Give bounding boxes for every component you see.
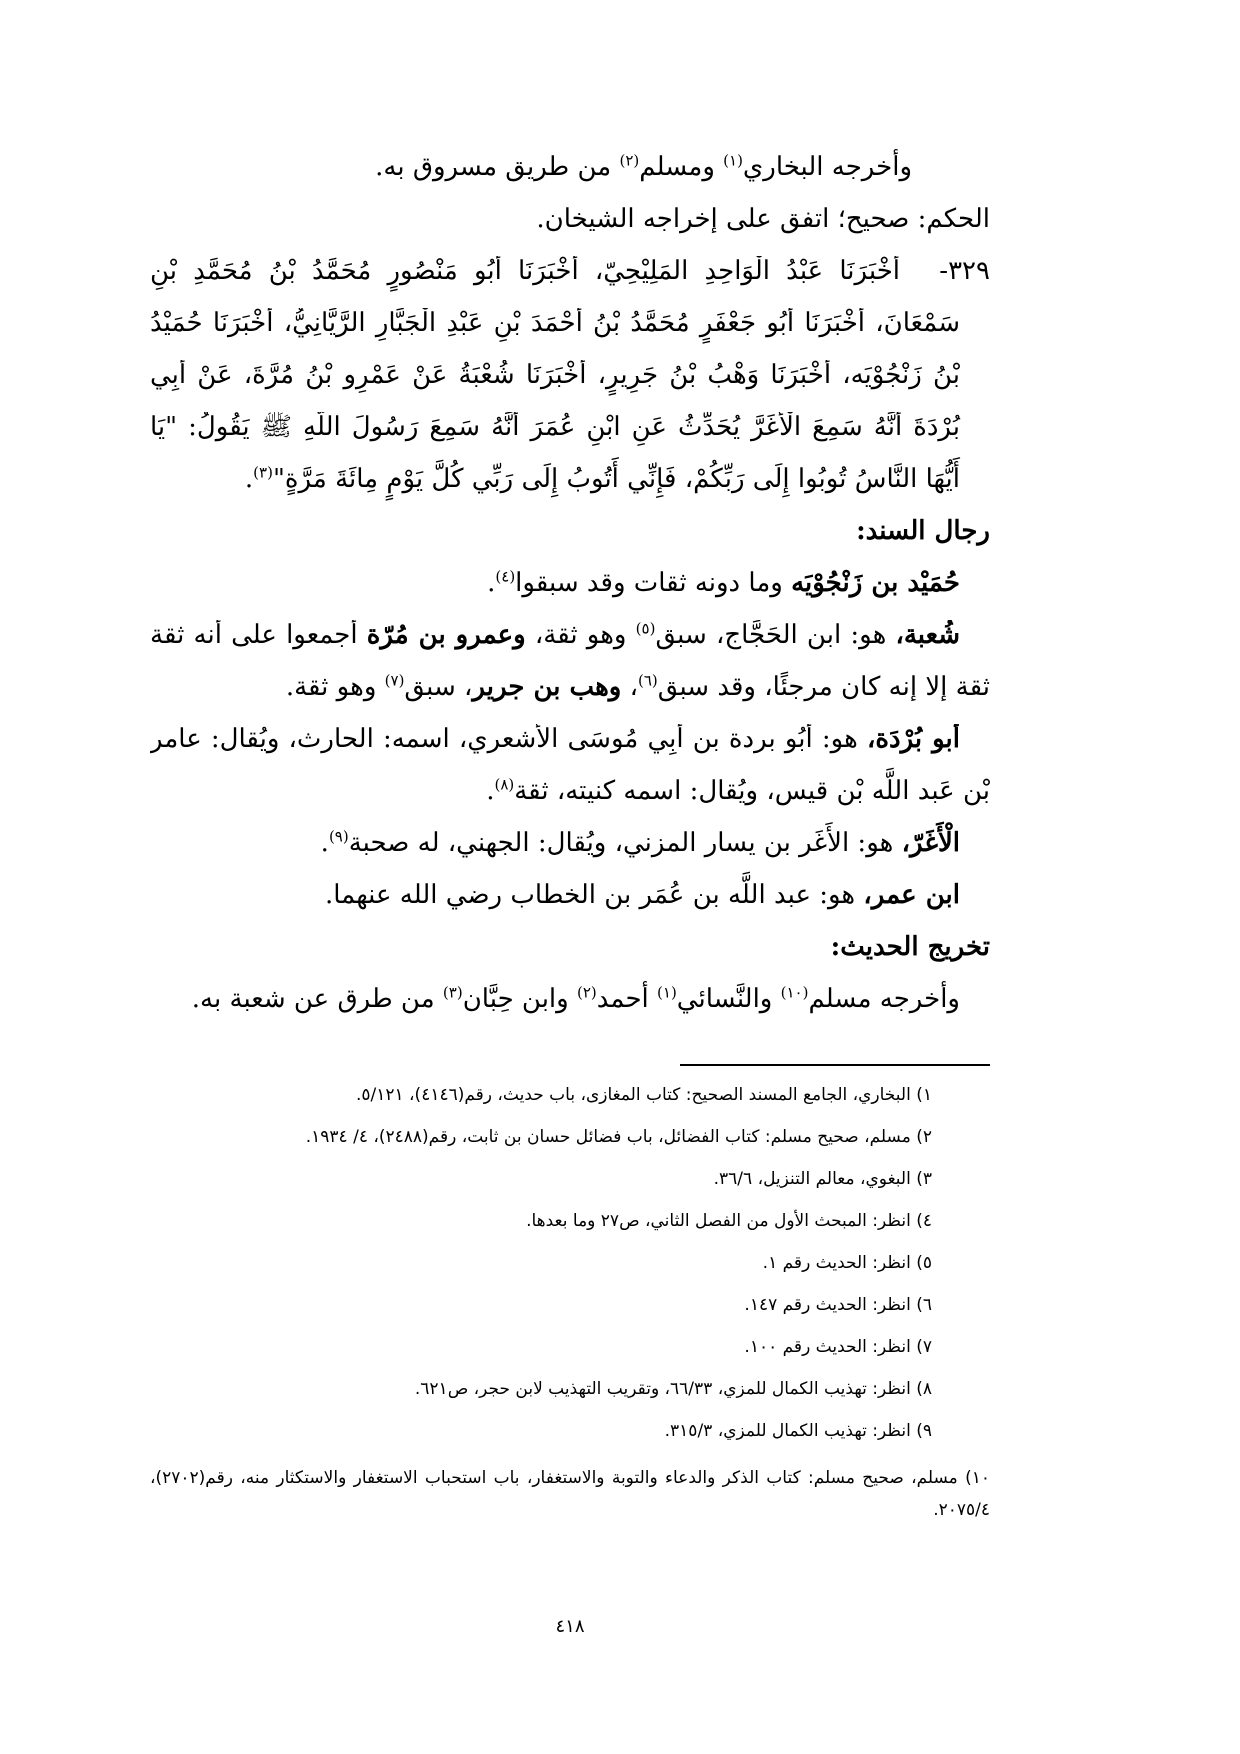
heading-text: رجال السند: [856,516,990,546]
text-run: وأخرجه البخاري [742,152,912,182]
narrator-name: أبو بُرْدَة، [866,724,960,754]
text-line-1 [150,152,990,204]
narrator-name: وهب بن جرير [472,672,622,702]
text-run: من طرق عن شعبة به. [191,984,443,1014]
ruling-line [150,204,990,256]
narrator-name: وعمرو بن مُرّة [366,620,526,650]
footnote-ref[interactable]: (٦) [638,671,658,690]
narrator-name: ابن عمر، [863,880,960,910]
footnote-ref[interactable]: (١) [657,983,677,1002]
heading-text: تخريج الحديث: [830,932,990,962]
text-run: ، سبق [404,672,473,702]
text-run: ومسلم [639,152,724,182]
footnote-ref[interactable]: (٨) [494,775,515,794]
footnote-4: ٤) انظر: المبحث الأول من الفصل الثاني، ص٢٧ وما بعدها. [526,1211,932,1231]
hadith-text: بْنُ زَنْجُوْيَه، أَخْبَرَنَا وَهْبُ بْنُ جَرِيرٍ، أَخْبَرَنَا شُعْبَةُ عَنْ عَمْرِو بْنُ مُرَّةَ، عَنْ أَبِي [150,360,960,390]
text-run: ثقة إلا إنه كان مرجئًا، وقد سبق [657,672,990,702]
ruling-text: الحكم: صحيح؛ اتفق على إخراجه الشيخان. [536,204,990,234]
footnote-ref[interactable]: (١) [723,151,743,170]
footnote-ref[interactable]: (٢) [576,983,597,1002]
section-heading-narrators [150,516,990,568]
footnote-3: ٣) البغوي، معالم التنزيل، ٣٦/٦. [713,1169,932,1189]
text-run: وهو ثقة، [525,620,636,650]
text-run: . [486,776,495,806]
text-run: من طريق مسروق به. [375,152,620,182]
footnote-ref[interactable]: (١٠) [780,983,809,1002]
narrator-name: الْأَغَرّ، [901,828,960,858]
text-run: هو: أَبُو بردة بن أَبِي مُوسَى الأشعري، اسمه: الحارث، ويُقال: عامر [150,724,867,754]
narrator-line-7 [150,880,990,932]
text-run: وما دونه ثقات وقد سبقوا [515,568,792,598]
footnote-8: ٨) انظر: تهذيب الكمال للمزي، ٦٦/٣٣، وتقريب التهذيب لابن حجر، ص٦٢١. [414,1379,932,1399]
text-run: أجمعوا على أنه ثقة [150,620,367,650]
footnote-5: ٥) انظر: الحديث رقم ١. [762,1253,932,1273]
document-page [150,152,990,1652]
hadith-number: ٣٢٩- [939,256,990,286]
page-number: ٤١٨ [555,1616,585,1637]
narrator-line-3 [150,672,990,724]
text-run: وابن حِبَّان [462,984,577,1014]
hadith-text: أَخْبَرَنَا عَبْدُ الْوَاحِدِ المَلِيْحِيّ، أَخْبَرَنَا أَبُو مَنْصُورٍ مُحَمَّدُ بْنُ مُحَمَّدِ بْنِ [150,256,900,286]
footnote-9: ٩) انظر: تهذيب الكمال للمزي، ٣١٥/٣. [664,1421,932,1441]
text-run: هو: ابن الحَجَّاج، سبق [655,620,896,650]
hadith-line-3 [150,360,990,412]
footnote-ref[interactable]: (٧) [384,671,405,690]
footnote-ref[interactable]: (٤) [495,567,516,586]
text-run: أحمد [596,984,658,1014]
takhrij-line [150,984,990,1036]
hadith-text: بُرْدَةَ أَنَّهُ سَمِعَ الْأَغَرَّ يُحَدِّثُ عَنِ ابْنِ عُمَرَ أَنَّهُ سَمِعَ رَسُولَ اللَّهِ ﷺ يَقُولُ: "يَا [150,412,960,442]
text-run: ، [621,672,638,702]
narrator-line-6 [150,828,990,880]
footnote-6: ٦) انظر: الحديث رقم ١٤٧. [744,1295,932,1315]
text-run: والنَّسائي [676,984,781,1014]
narrator-name: حُمَيْد بن زَنْجُوْيَه [791,568,960,598]
footnote-7: ٧) انظر: الحديث رقم ١٠٠. [744,1337,932,1357]
text-run: . [244,464,254,494]
narrator-line-5 [150,776,990,828]
text-run: هو: الأَغَر بن يسار المزني، ويُقال: الجهني، له صحبة [348,828,902,858]
footnote-separator [680,1064,990,1066]
narrator-line-1 [150,568,990,620]
text-run: وأخرجه مسلم [808,984,960,1014]
hadith-text: أَيُّهَا النَّاسُ تُوبُوا إِلَى رَبِّكُمْ، فَإِنِّي أَتُوبُ إِلَى رَبِّي كُلَّ يَوْمٍ مِائَةَ مَرَّةٍ" [272,464,960,494]
narrator-line-4 [150,724,990,776]
narrator-line-2 [150,620,990,672]
hadith-line-1 [150,256,990,308]
hadith-line-2 [150,308,990,360]
text-run: . [320,828,329,858]
text-run: بْن عَبد اللَّه بْن قيس، ويُقال: اسمه كنيته، ثقة [514,776,990,806]
footnote-10: ١٠) مسلم، صحيح مسلم: كتاب الذكر والدعاء والتوبة والاستغفار، باب استحباب الاستغفار والاستكثار منه، رقم(٢٧٠٢)، ٢٠٧٥/٤. [150,1468,990,1521]
text-run: وهو ثقة. [285,672,385,702]
text-run: هو: عبد اللَّه بن عُمَر بن الخطاب رضي الله عنهما. [324,880,864,910]
narrator-name: شُعبة، [895,620,960,650]
footnote-ref[interactable]: (٣) [442,983,463,1002]
footnote-ref[interactable]: (٣) [253,463,273,482]
hadith-text: سَمْعَانَ، أَخْبَرَنَا أَبُو جَعْفَرٍ مُحَمَّدُ بْنُ أَحْمَدَ بْنِ عَبْدِ الْجَبَّارِ الرَّيَّانِيُّ، أَخْبَرَنَا حُمَيْدُ [150,308,960,338]
footnote-2: ٢) مسلم، صحيح مسلم: كتاب الفضائل، باب فضائل حسان بن ثابت، رقم(٢٤٨٨)، ٤/ ١٩٣٤. [305,1127,932,1147]
footnote-ref[interactable]: (٢) [619,151,640,170]
hadith-line-5 [150,464,990,516]
footnote-1: ١) البخاري، الجامع المسند الصحيح: كتاب المغازى، باب حديث، رقم(٤١٤٦)، ٥/١٢١. [355,1085,932,1105]
section-heading-takhrij [150,932,990,984]
text-run: . [487,568,496,598]
footnote-ref[interactable]: (٩) [328,827,349,846]
footnote-ref[interactable]: (٥) [635,620,656,638]
hadith-line-4 [150,412,990,464]
